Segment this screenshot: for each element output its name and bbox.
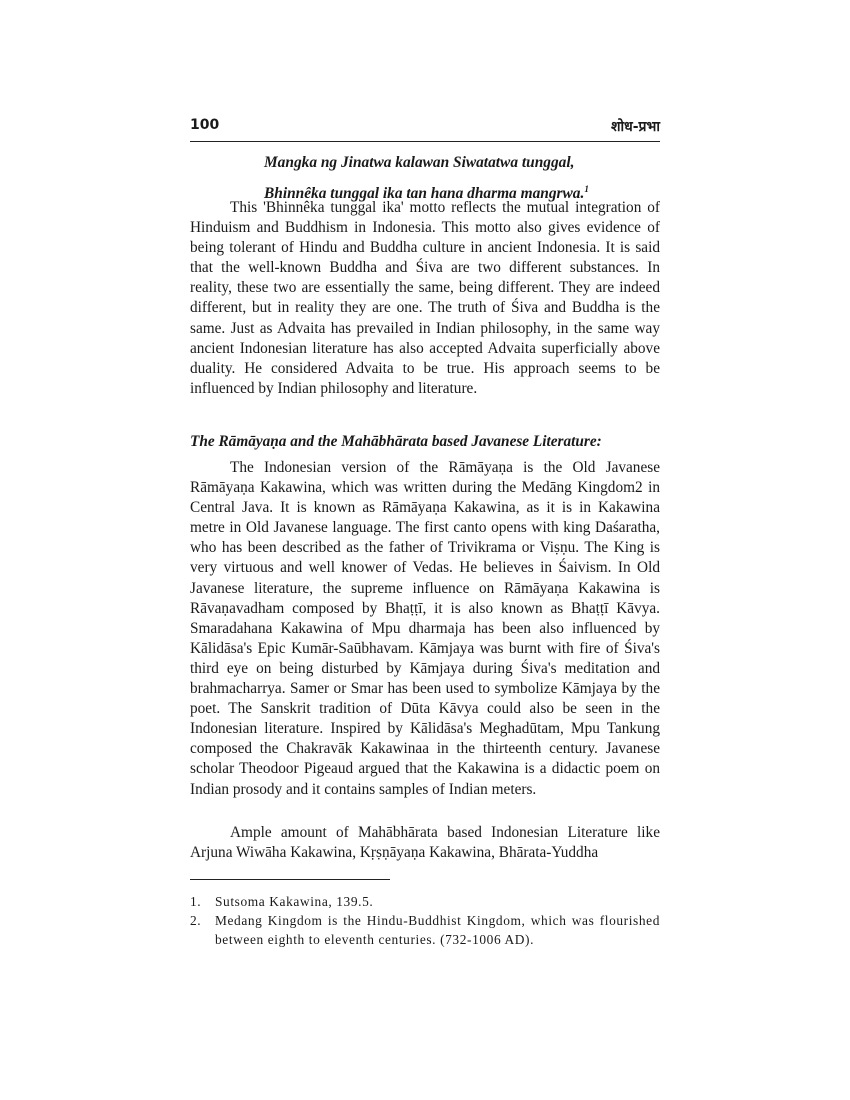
footnote-ref-1[interactable]: 1 <box>584 184 589 194</box>
footnote-1 <box>190 892 660 911</box>
footnotes <box>190 892 660 949</box>
section-heading: The Rāmāyaṇa and the Mahābhārata based Javanese Literature: <box>190 433 602 450</box>
paragraph-3 <box>190 823 660 863</box>
page-number: 100 <box>190 117 220 133</box>
footnote-number: 2. <box>190 913 202 928</box>
footnote-2 <box>190 911 660 949</box>
paragraph-2 <box>190 458 660 800</box>
paragraph-2-text: The Indonesian version of the Rāmāyaṇa is the Old Javanese Rāmāyaṇa Kakawina, which was written during the Medāng Kingdom2 in Central Java. It is known as Rāmāyaṇa Kakawina, as it is in Kakawina metre in Old Javanese language. The first canto opens with king Daśaratha, who has been described as the father of Trivikrama or Viṣṇu. The King is very virtuous and well knower of Vedas. He believes in Śaivism. In Old Javanese literature, the supreme influence on Rāmāyaṇa Kakawina is Rāvaṇavadham composed by Bhaṭṭī, it is also known as Bhaṭṭī Kāvya. Smaradahana Kakawina of Mpu dharmaja has been also influenced by Kālidāsa's Epic Kumār-Saūbhavam. Kāmjaya was burnt with fire of Śiva's third eye on being disturbed by Kāmjaya during Śiva's meditation and brahmacharrya. Samer or Smar has been used to symbolize Kāmjaya by the poet. The Sanskrit tradition of Dūta Kāvya could also be seen in the Indonesian literature. Inspired by Kālidāsa's Meghadūtam, Mpu Tankung composed the Chakravāk Kakawinaa in the thirteenth century. Javanese scholar Theodoor Pigeaud argued that the Kakawina is a didactic poem on Indian prosody and it contains samples of Indian meters. <box>190 459 660 798</box>
page-header <box>190 117 660 142</box>
running-head: शोध-प्रभा <box>610 119 660 135</box>
paragraph-3-text: Ample amount of Mahābhārata based Indonesian Literature like Arjuna Wiwāha Kakawina, Kṛṣṇāyaṇa Kakawina, Bhārata-Yuddha <box>190 824 660 862</box>
footnote-text: Medang Kingdom is the Hindu-Buddhist Kingdom, which was flourished between eighth to eleventh centuries. (732-1006 AD). <box>215 913 660 947</box>
paragraph-1-text: This 'Bhinnêka tunggal ika' motto reflects the mutual integration of Hinduism and Buddhism in Indonesia. This motto also gives evidence of being tolerant of Hindu and Buddha culture in ancient Indonesia. It is said that the well-known Buddha and Śiva are two different substances. In reality, these two are essentially the same, being different. They are indeed different, but in reality they are one. The truth of Śiva and Buddha is the same. Just as Advaita has prevailed in Indian philosophy, in the same way ancient Indonesian literature has also accepted Advaita superficially above duality. He considered Advaita to be true. His approach seems to be influenced by Indian philosophy and literature. <box>190 199 660 397</box>
paragraph-1 <box>190 198 660 399</box>
footnote-text: Sutsoma Kakawina, 139.5. <box>215 894 374 909</box>
footnote-divider <box>190 879 390 880</box>
verse-line-1: Mangka ng Jinatwa kalawan Siwatatwa tunggal, <box>264 154 575 171</box>
verse-line-2: Bhinnêka tunggal ika tan hana dharma mangrwa.$^1$ <box>264 184 589 203</box>
footnote-number: 1. <box>190 894 202 909</box>
